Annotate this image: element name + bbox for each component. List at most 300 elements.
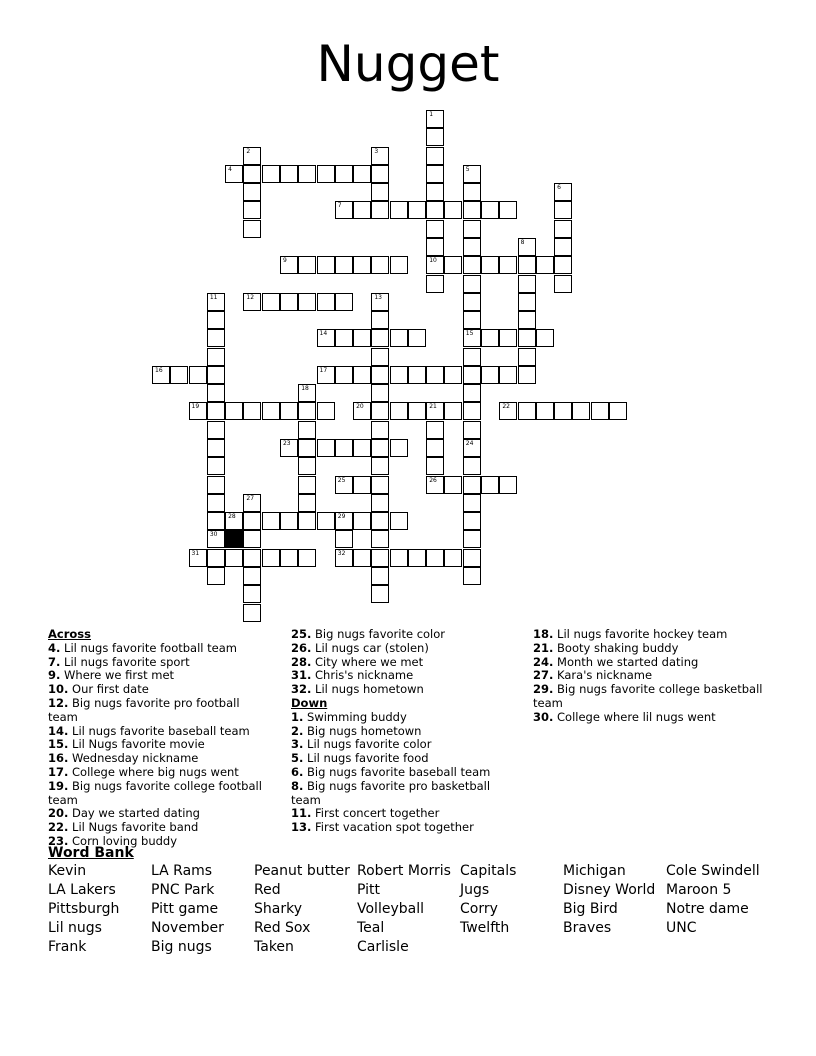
grid-cell[interactable] bbox=[298, 476, 316, 494]
grid-cell[interactable] bbox=[371, 530, 389, 548]
clue-text: Big nugs favorite baseball team bbox=[303, 764, 491, 779]
clue-number: 16. bbox=[48, 751, 69, 766]
grid-cell[interactable] bbox=[317, 402, 335, 420]
grid-cell[interactable] bbox=[335, 293, 353, 311]
clue-number: 27. bbox=[533, 668, 554, 683]
word-bank-item: Big Bird bbox=[563, 901, 618, 917]
grid-cell[interactable] bbox=[518, 238, 536, 256]
grid-cell[interactable] bbox=[317, 256, 335, 274]
grid-cell[interactable] bbox=[426, 165, 444, 183]
clue-text: Lil nugs favorite sport bbox=[60, 654, 190, 669]
clue bbox=[48, 697, 273, 725]
word-bank-item: Michigan bbox=[563, 863, 626, 879]
grid-cell[interactable] bbox=[298, 384, 316, 402]
grid-cell[interactable] bbox=[499, 402, 517, 420]
clue-number: 1. bbox=[291, 709, 304, 724]
grid-cell[interactable] bbox=[207, 512, 225, 530]
word-bank-item: UNC bbox=[666, 920, 697, 936]
grid-cell[interactable] bbox=[463, 476, 481, 494]
grid-cell[interactable] bbox=[554, 220, 572, 238]
grid-cell[interactable] bbox=[426, 457, 444, 475]
grid-cell[interactable] bbox=[335, 165, 353, 183]
grid-cell[interactable] bbox=[426, 238, 444, 256]
grid-cell[interactable] bbox=[189, 366, 207, 384]
grid-cell[interactable] bbox=[463, 238, 481, 256]
clue-text: Lil nugs hometown bbox=[311, 682, 424, 697]
grid-cell[interactable] bbox=[426, 110, 444, 128]
grid-cell[interactable] bbox=[243, 183, 261, 201]
down-heading: Down bbox=[291, 695, 328, 710]
grid-cell[interactable] bbox=[207, 494, 225, 512]
grid-cell[interactable] bbox=[463, 311, 481, 329]
clue-number: 3. bbox=[291, 737, 304, 752]
grid-cell[interactable] bbox=[207, 402, 225, 420]
grid-cell[interactable] bbox=[262, 549, 280, 567]
word-bank-item: Jugs bbox=[460, 882, 490, 898]
grid-cell[interactable] bbox=[371, 402, 389, 420]
grid-cell[interactable] bbox=[426, 476, 444, 494]
grid-cell[interactable] bbox=[499, 329, 517, 347]
grid-cell[interactable] bbox=[426, 220, 444, 238]
clue-number: 8. bbox=[291, 778, 304, 793]
clue-number: 25 bbox=[337, 476, 346, 484]
grid-cell[interactable] bbox=[243, 293, 261, 311]
grid-cell[interactable] bbox=[317, 165, 335, 183]
clue-number: 28 bbox=[228, 513, 236, 521]
grid-cell[interactable] bbox=[463, 348, 481, 366]
grid-cell[interactable] bbox=[317, 329, 335, 347]
grid-cell[interactable] bbox=[243, 567, 261, 585]
clue-number: 7 bbox=[337, 202, 342, 210]
grid-cell[interactable] bbox=[518, 329, 536, 347]
clue bbox=[291, 821, 516, 835]
grid-cell[interactable] bbox=[298, 439, 316, 457]
grid-cell[interactable] bbox=[371, 183, 389, 201]
clue-number: 15. bbox=[48, 737, 69, 752]
clue bbox=[48, 683, 273, 697]
clue bbox=[291, 642, 516, 656]
grid-cell[interactable] bbox=[463, 549, 481, 567]
grid-cell[interactable] bbox=[280, 549, 298, 567]
grid-cell[interactable] bbox=[554, 238, 572, 256]
word-bank-item: Big nugs bbox=[151, 939, 212, 955]
clue bbox=[291, 807, 516, 821]
grid-cell[interactable] bbox=[518, 293, 536, 311]
grid-cell[interactable] bbox=[554, 201, 572, 219]
grid-cell[interactable] bbox=[207, 549, 225, 567]
grid-cell[interactable] bbox=[390, 366, 408, 384]
clue-text: Lil nugs favorite food bbox=[303, 751, 429, 766]
word-bank-item: Disney World bbox=[563, 882, 656, 898]
grid-cell[interactable] bbox=[408, 201, 426, 219]
clue-number: 13 bbox=[374, 293, 382, 301]
grid-cell[interactable] bbox=[298, 256, 316, 274]
grid-cell[interactable] bbox=[390, 549, 408, 567]
grid-cell[interactable] bbox=[591, 402, 609, 420]
grid-cell[interactable] bbox=[371, 567, 389, 585]
grid-cell[interactable] bbox=[371, 421, 389, 439]
clue bbox=[48, 725, 273, 739]
grid-cell[interactable] bbox=[444, 256, 462, 274]
grid-cell[interactable] bbox=[335, 329, 353, 347]
grid-cell[interactable] bbox=[189, 549, 207, 567]
grid-cell[interactable] bbox=[426, 128, 444, 146]
grid-cell[interactable] bbox=[518, 402, 536, 420]
grid-cell[interactable] bbox=[499, 201, 517, 219]
grid-cell[interactable] bbox=[335, 366, 353, 384]
clue-number: 12 bbox=[246, 293, 255, 301]
clue-text: Day we started dating bbox=[68, 806, 200, 821]
clue-text: Big nugs favorite pro football team bbox=[48, 695, 240, 724]
clue bbox=[291, 711, 516, 725]
grid-cell[interactable] bbox=[481, 476, 499, 494]
clue-text: Lil nugs favorite hockey team bbox=[553, 627, 728, 641]
grid-cell[interactable] bbox=[353, 165, 371, 183]
grid-cell[interactable] bbox=[463, 293, 481, 311]
grid-cell[interactable] bbox=[371, 147, 389, 165]
grid-cell[interactable] bbox=[298, 402, 316, 420]
clue-number: 13. bbox=[291, 820, 312, 835]
grid-cell[interactable] bbox=[225, 512, 243, 530]
grid-cell[interactable] bbox=[298, 549, 316, 567]
clue-number: 14 bbox=[319, 330, 328, 338]
grid-cell[interactable] bbox=[371, 311, 389, 329]
clue-number: 17. bbox=[48, 764, 69, 779]
clue bbox=[48, 752, 273, 766]
grid-cell[interactable] bbox=[207, 311, 225, 329]
grid-cell[interactable] bbox=[518, 256, 536, 274]
grid-cell[interactable] bbox=[207, 457, 225, 475]
clue-number: 29 bbox=[337, 513, 346, 521]
grid-cell[interactable] bbox=[207, 567, 225, 585]
grid-cell[interactable] bbox=[243, 512, 261, 530]
clue-number: 4. bbox=[48, 640, 61, 655]
clue-text: Lil Nugs favorite movie bbox=[68, 737, 205, 752]
grid-cell[interactable] bbox=[444, 201, 462, 219]
grid-cell[interactable] bbox=[353, 402, 371, 420]
word-bank-item: Capitals bbox=[460, 863, 517, 879]
clue-text: Big nugs favorite pro basketball team bbox=[291, 778, 491, 807]
grid-cell[interactable] bbox=[426, 549, 444, 567]
word-bank-item: Pitt bbox=[357, 882, 381, 898]
grid-cell[interactable] bbox=[463, 256, 481, 274]
grid-cell[interactable] bbox=[371, 201, 389, 219]
grid-cell[interactable] bbox=[335, 201, 353, 219]
grid-cell[interactable] bbox=[518, 311, 536, 329]
grid-cell[interactable] bbox=[408, 402, 426, 420]
grid-cell[interactable] bbox=[536, 402, 554, 420]
clue-number: 4 bbox=[228, 165, 232, 173]
grid-cell[interactable] bbox=[298, 293, 316, 311]
word-bank-item: LA Lakers bbox=[48, 882, 116, 898]
grid-cell[interactable] bbox=[371, 384, 389, 402]
grid-cell[interactable] bbox=[371, 457, 389, 475]
grid-cell[interactable] bbox=[371, 256, 389, 274]
clue-number: 9 bbox=[282, 257, 287, 265]
clues-column-2 bbox=[291, 628, 516, 835]
grid-cell[interactable] bbox=[353, 549, 371, 567]
grid-cell[interactable] bbox=[554, 402, 572, 420]
grid-cell[interactable] bbox=[463, 366, 481, 384]
clue-number: 9. bbox=[48, 668, 61, 683]
grid-cell[interactable] bbox=[518, 366, 536, 384]
grid-cell[interactable] bbox=[426, 201, 444, 219]
grid-cell[interactable] bbox=[481, 329, 499, 347]
grid-cell[interactable] bbox=[499, 366, 517, 384]
clue-text: Big nugs favorite college football team bbox=[48, 778, 262, 807]
clue bbox=[48, 656, 273, 670]
clue-number: 6 bbox=[557, 184, 561, 192]
grid-cell[interactable] bbox=[353, 366, 371, 384]
grid-cell[interactable] bbox=[426, 275, 444, 293]
grid-cell[interactable] bbox=[518, 348, 536, 366]
grid-cell[interactable] bbox=[426, 183, 444, 201]
grid-cell[interactable] bbox=[243, 220, 261, 238]
word-bank-item: Carlisle bbox=[357, 939, 409, 955]
grid-cell[interactable] bbox=[481, 366, 499, 384]
grid-cell[interactable] bbox=[572, 402, 590, 420]
grid-cell[interactable] bbox=[463, 165, 481, 183]
grid-cell[interactable] bbox=[371, 329, 389, 347]
grid-cell[interactable] bbox=[243, 147, 261, 165]
word-bank-item: Teal bbox=[357, 920, 385, 936]
grid-cell[interactable] bbox=[207, 329, 225, 347]
grid-cell[interactable] bbox=[390, 329, 408, 347]
word-bank-item: Red Sox bbox=[254, 920, 311, 936]
grid-cell[interactable] bbox=[554, 275, 572, 293]
clue-text: Booty shaking buddy bbox=[553, 640, 679, 655]
word-bank-item: Notre dame bbox=[666, 901, 749, 917]
grid-cell[interactable] bbox=[371, 366, 389, 384]
grid-cell[interactable] bbox=[243, 165, 261, 183]
clue-number: 23 bbox=[282, 440, 291, 448]
grid-cell[interactable] bbox=[170, 366, 188, 384]
grid-cell[interactable] bbox=[408, 549, 426, 567]
grid-cell[interactable] bbox=[481, 201, 499, 219]
grid-cell[interactable] bbox=[335, 530, 353, 548]
grid-cell[interactable] bbox=[280, 439, 298, 457]
clue-number: 19 bbox=[191, 403, 200, 411]
grid-cell[interactable] bbox=[371, 549, 389, 567]
grid-cell[interactable] bbox=[243, 585, 261, 603]
grid-cell[interactable] bbox=[536, 256, 554, 274]
grid-cell[interactable] bbox=[298, 457, 316, 475]
grid-cell[interactable] bbox=[371, 476, 389, 494]
grid-cell[interactable] bbox=[390, 439, 408, 457]
grid-cell[interactable] bbox=[426, 147, 444, 165]
grid-cell[interactable] bbox=[243, 549, 261, 567]
grid-cell[interactable] bbox=[189, 402, 207, 420]
grid-cell[interactable] bbox=[335, 439, 353, 457]
word-bank-item: Pitt game bbox=[151, 901, 219, 917]
clue-number: 2. bbox=[291, 723, 304, 738]
word-bank-item: PNC Park bbox=[151, 882, 215, 898]
grid-cell[interactable] bbox=[463, 183, 481, 201]
word-bank-item: Corry bbox=[460, 901, 498, 917]
grid-cell[interactable] bbox=[152, 366, 170, 384]
clue-number: 22. bbox=[48, 820, 69, 835]
grid-cell[interactable] bbox=[280, 293, 298, 311]
grid-cell[interactable] bbox=[463, 329, 481, 347]
grid-cell[interactable] bbox=[554, 256, 572, 274]
clue-number: 24 bbox=[465, 440, 474, 448]
grid-cell[interactable] bbox=[353, 476, 371, 494]
grid-cell[interactable] bbox=[353, 512, 371, 530]
grid-cell[interactable] bbox=[225, 549, 243, 567]
grid-cell[interactable] bbox=[207, 530, 225, 548]
grid-cell[interactable] bbox=[481, 256, 499, 274]
grid-cell[interactable] bbox=[335, 256, 353, 274]
grid-cell[interactable] bbox=[243, 530, 261, 548]
clue-text: College where lil nugs went bbox=[553, 709, 716, 724]
clue-text: First vacation spot together bbox=[311, 820, 474, 835]
word-bank-heading: Word Bank bbox=[48, 845, 134, 861]
grid-cell[interactable] bbox=[280, 512, 298, 530]
grid-cell[interactable] bbox=[426, 256, 444, 274]
word-bank-item: Lil nugs bbox=[48, 920, 102, 936]
clue-number: 17 bbox=[319, 366, 328, 374]
grid-cell[interactable] bbox=[463, 384, 481, 402]
grid-cell[interactable] bbox=[317, 293, 335, 311]
grid-cell[interactable] bbox=[426, 366, 444, 384]
clue-number: 26 bbox=[429, 476, 437, 484]
grid-cell[interactable] bbox=[554, 183, 572, 201]
grid-cell[interactable] bbox=[262, 165, 280, 183]
grid-cell[interactable] bbox=[353, 201, 371, 219]
grid-cell[interactable] bbox=[280, 165, 298, 183]
grid-cell[interactable] bbox=[536, 329, 554, 347]
clue bbox=[48, 738, 273, 752]
grid-cell[interactable] bbox=[463, 220, 481, 238]
grid-cell[interactable] bbox=[371, 585, 389, 603]
grid-cell[interactable] bbox=[207, 348, 225, 366]
grid-cell[interactable] bbox=[262, 512, 280, 530]
grid-cell[interactable] bbox=[243, 402, 261, 420]
clue-number: 28. bbox=[291, 654, 312, 669]
grid-cell[interactable] bbox=[463, 201, 481, 219]
grid-cell[interactable] bbox=[426, 439, 444, 457]
grid-cell[interactable] bbox=[463, 567, 481, 585]
grid-cell[interactable] bbox=[444, 366, 462, 384]
grid-cell[interactable] bbox=[371, 494, 389, 512]
grid-cell[interactable] bbox=[225, 402, 243, 420]
grid-cell[interactable] bbox=[262, 293, 280, 311]
clue-number: 16 bbox=[155, 366, 163, 374]
grid-cell[interactable] bbox=[280, 402, 298, 420]
grid-cell[interactable] bbox=[298, 512, 316, 530]
grid-cell[interactable] bbox=[390, 201, 408, 219]
clue-text: Kara's nickname bbox=[553, 668, 653, 683]
grid-cell[interactable] bbox=[463, 421, 481, 439]
grid-cell[interactable] bbox=[463, 275, 481, 293]
grid-cell[interactable] bbox=[207, 384, 225, 402]
grid-cell[interactable] bbox=[317, 439, 335, 457]
grid-cell[interactable] bbox=[444, 476, 462, 494]
grid-cell[interactable] bbox=[463, 402, 481, 420]
clue-text: Lil nugs favorite football team bbox=[60, 640, 237, 655]
grid-cell[interactable] bbox=[262, 402, 280, 420]
grid-cell[interactable] bbox=[463, 494, 481, 512]
grid-cell[interactable] bbox=[463, 512, 481, 530]
clue-text: Wednesday nickname bbox=[68, 751, 199, 766]
grid-cell[interactable] bbox=[207, 366, 225, 384]
grid-cell[interactable] bbox=[353, 329, 371, 347]
clue-text: Month we started dating bbox=[553, 654, 699, 669]
clue-number: 18. bbox=[533, 627, 554, 641]
grid-cell[interactable] bbox=[371, 348, 389, 366]
word-bank-item: Sharky bbox=[254, 901, 302, 917]
clue-text: Big nugs favorite color bbox=[311, 627, 446, 641]
grid-cell[interactable] bbox=[335, 476, 353, 494]
clue bbox=[291, 752, 516, 766]
across-heading: Across bbox=[48, 627, 91, 641]
grid-cell[interactable] bbox=[518, 275, 536, 293]
grid-cell[interactable] bbox=[408, 366, 426, 384]
grid-cell[interactable] bbox=[207, 421, 225, 439]
grid-cell[interactable] bbox=[280, 256, 298, 274]
grid-cell[interactable] bbox=[444, 402, 462, 420]
grid-cell[interactable] bbox=[463, 457, 481, 475]
grid-cell[interactable] bbox=[499, 476, 517, 494]
grid-cell[interactable] bbox=[298, 494, 316, 512]
grid-cell[interactable] bbox=[444, 549, 462, 567]
clue-number: 32 bbox=[337, 549, 346, 557]
grid-cell[interactable] bbox=[390, 256, 408, 274]
grid-cell[interactable] bbox=[371, 512, 389, 530]
grid-cell[interactable] bbox=[426, 421, 444, 439]
grid-cell[interactable] bbox=[463, 439, 481, 457]
grid-cell[interactable] bbox=[243, 494, 261, 512]
clue-text: Big nugs hometown bbox=[303, 723, 422, 738]
grid-cell[interactable] bbox=[243, 201, 261, 219]
grid-cell[interactable] bbox=[390, 512, 408, 530]
clue-number: 14. bbox=[48, 723, 69, 738]
grid-cell[interactable] bbox=[207, 476, 225, 494]
grid-cell[interactable] bbox=[317, 512, 335, 530]
grid-cell[interactable] bbox=[353, 256, 371, 274]
grid-cell[interactable] bbox=[408, 329, 426, 347]
grid-cell[interactable] bbox=[609, 402, 627, 420]
grid-cell[interactable] bbox=[371, 165, 389, 183]
clue-text: Lil Nugs favorite band bbox=[68, 820, 199, 835]
grid-cell[interactable] bbox=[371, 293, 389, 311]
clue bbox=[533, 683, 773, 711]
clue bbox=[533, 656, 773, 670]
grid-cell[interactable] bbox=[298, 421, 316, 439]
grid-cell[interactable] bbox=[207, 439, 225, 457]
grid-cell[interactable] bbox=[243, 604, 261, 622]
clue-number: 21 bbox=[429, 403, 437, 411]
grid-cell[interactable] bbox=[207, 293, 225, 311]
grid-cell[interactable] bbox=[317, 366, 335, 384]
grid-cell[interactable] bbox=[298, 165, 316, 183]
clue bbox=[291, 780, 516, 808]
grid-cell[interactable] bbox=[353, 439, 371, 457]
grid-cell[interactable] bbox=[335, 512, 353, 530]
grid-cell[interactable] bbox=[335, 549, 353, 567]
clue-number: 11. bbox=[291, 806, 312, 821]
grid-cell[interactable] bbox=[463, 530, 481, 548]
clue bbox=[48, 669, 273, 683]
grid-cell[interactable] bbox=[499, 256, 517, 274]
clue-number: 29. bbox=[533, 682, 554, 697]
grid-cell[interactable] bbox=[371, 439, 389, 457]
clue-number: 18 bbox=[301, 385, 309, 393]
grid-cell[interactable] bbox=[390, 402, 408, 420]
grid-cell[interactable] bbox=[426, 402, 444, 420]
clue-number: 6. bbox=[291, 764, 304, 779]
grid-cell[interactable] bbox=[225, 165, 243, 183]
